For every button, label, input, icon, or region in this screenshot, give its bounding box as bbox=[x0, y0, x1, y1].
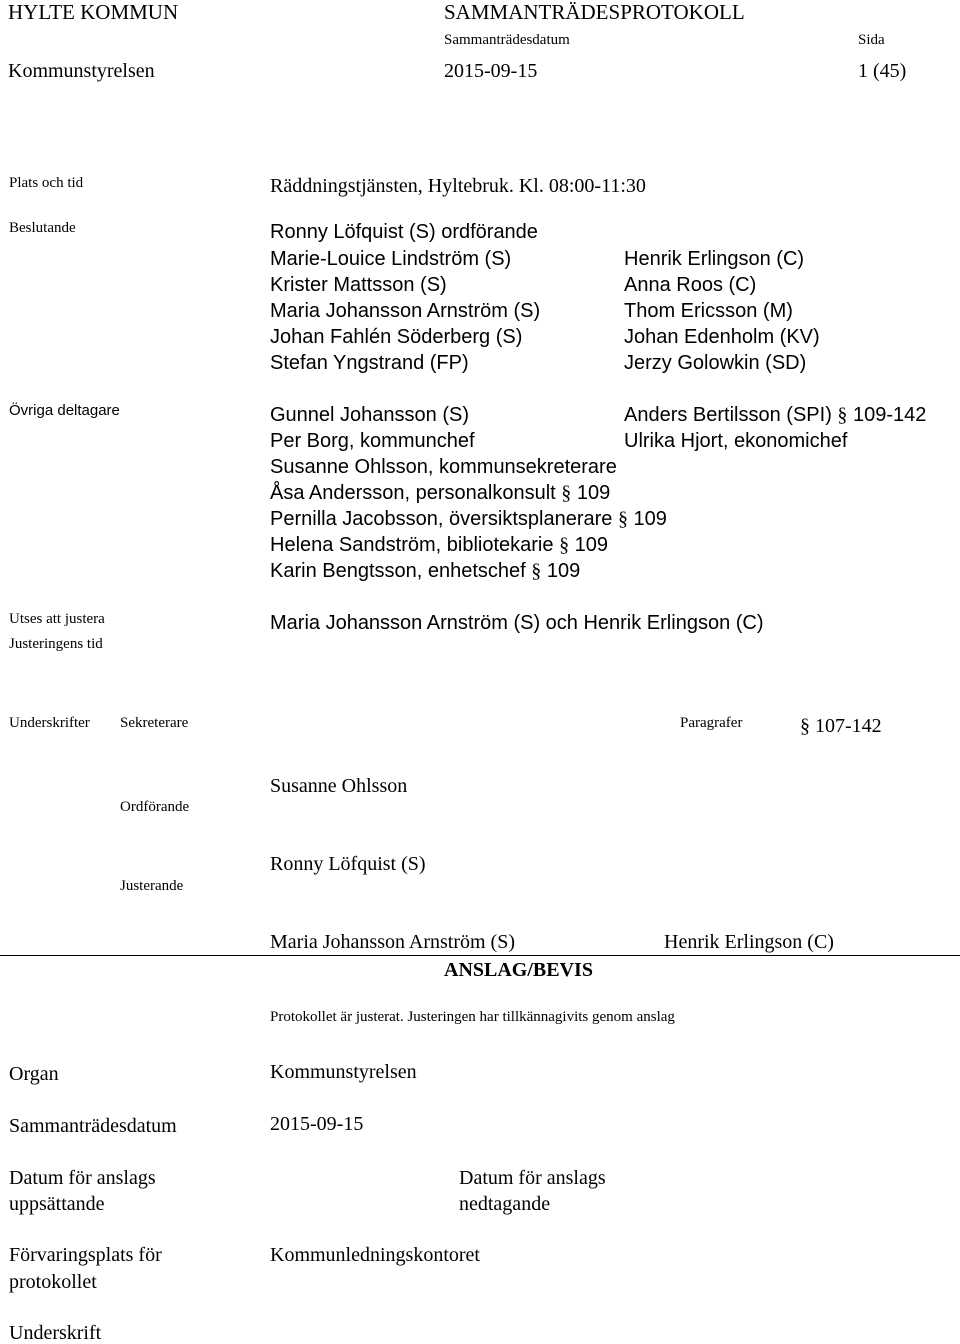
member-right: Jerzy Golowkin (SD) bbox=[624, 352, 807, 374]
member-left: Krister Mattsson (S) bbox=[270, 274, 447, 296]
participant bbox=[624, 405, 926, 425]
member-right: Henrik Erlingson (C) bbox=[624, 248, 805, 270]
section-icon: § bbox=[837, 404, 848, 426]
storage-value: Kommunledningskontoret bbox=[270, 1244, 480, 1266]
removed-date-label: Datum för anslags bbox=[459, 1167, 606, 1189]
storage-label-2: protokollet bbox=[9, 1271, 97, 1293]
member-right: Anna Roos (C) bbox=[624, 274, 757, 296]
secretary-name: Susanne Ohlsson bbox=[270, 775, 408, 797]
participant-name: Pernilla Jacobsson, översiktsplanerare bbox=[270, 508, 613, 530]
section-icon: § bbox=[617, 508, 628, 530]
participant bbox=[270, 561, 580, 581]
paragraphs-value bbox=[800, 716, 882, 736]
adjuster-label: Utses att justera bbox=[9, 611, 105, 627]
section-icon: § bbox=[531, 560, 542, 582]
section-icon: § bbox=[559, 534, 570, 556]
paragraph-number: 109 bbox=[546, 560, 581, 582]
meeting-date: 2015-09-15 bbox=[444, 60, 538, 82]
organ-label: Organ bbox=[9, 1063, 59, 1085]
divider bbox=[0, 955, 960, 956]
participant: Susanne Ohlsson, kommunsekreterare bbox=[270, 456, 617, 478]
member-right: Thom Ericsson (M) bbox=[624, 300, 793, 322]
adjuster-signature-label: Justerande bbox=[120, 878, 184, 894]
signature-label: Underskrift bbox=[9, 1322, 102, 1344]
member-right: Johan Edenholm (KV) bbox=[624, 326, 820, 348]
participant: Ulrika Hjort, ekonomichef bbox=[624, 430, 848, 452]
participant-name: Anders Bertilsson (SPI) bbox=[624, 404, 832, 426]
chair-member: Ronny Löfquist (S) ordförande bbox=[270, 221, 538, 243]
chair-name: Ronny Löfquist (S) bbox=[270, 853, 426, 875]
committee-name: Kommunstyrelsen bbox=[8, 60, 155, 82]
notice-statement: Protokollet är justerat. Justeringen har tillkännagivits genom anslag bbox=[270, 1009, 675, 1025]
organ-value: Kommunstyrelsen bbox=[270, 1061, 417, 1083]
paragraph-range: 109-142 bbox=[852, 404, 927, 426]
section-icon: § bbox=[800, 715, 810, 737]
participant: Per Borg, kommunchef bbox=[270, 430, 475, 452]
notice-date-value: 2015-09-15 bbox=[270, 1113, 364, 1135]
participant: Gunnel Johansson (S) bbox=[270, 404, 470, 426]
paragraph-number: 109 bbox=[633, 508, 667, 530]
participant bbox=[270, 509, 667, 529]
page-number: 1 (45) bbox=[858, 60, 907, 82]
participant bbox=[270, 483, 610, 503]
other-participants-label: Övriga deltagare bbox=[9, 402, 120, 419]
secretary-label: Sekreterare bbox=[120, 715, 189, 731]
member-left: Marie-Louice Lindström (S) bbox=[270, 248, 512, 270]
place-label: Plats och tid bbox=[9, 175, 84, 191]
member-left: Stefan Yngstrand (FP) bbox=[270, 352, 469, 374]
paragraph-range: 107-142 bbox=[815, 715, 882, 737]
notice-title: ANSLAG/BEVIS bbox=[444, 959, 593, 981]
municipality-name: HYLTE KOMMUN bbox=[8, 0, 179, 24]
participant-name: Åsa Andersson, personalkonsult bbox=[270, 482, 556, 504]
page-label: Sida bbox=[858, 32, 885, 48]
signatures-label: Underskrifter bbox=[9, 715, 90, 731]
participant-name: Karin Bengtsson, enhetschef bbox=[270, 560, 526, 582]
member-left: Maria Johansson Arnström (S) bbox=[270, 300, 541, 322]
paragraph-number: 109 bbox=[574, 534, 608, 556]
meeting-date-label: Sammanträdesdatum bbox=[444, 32, 570, 48]
participant bbox=[270, 535, 608, 555]
member-left: Johan Fahlén Söderberg (S) bbox=[270, 326, 523, 348]
section-icon: § bbox=[561, 482, 572, 504]
participant-name: Helena Sandström, bibliotekarie bbox=[270, 534, 554, 556]
document-type: SAMMANTRÄDESPROTOKOLL bbox=[444, 0, 745, 24]
decision-makers-label: Beslutande bbox=[9, 220, 76, 236]
storage-label: Förvaringsplats för bbox=[9, 1244, 162, 1266]
place-value: Räddningstjänsten, Hyltebruk. Kl. 08:00-11:30 bbox=[270, 175, 646, 197]
chair-label: Ordförande bbox=[120, 799, 190, 815]
notice-date-label: Sammanträdesdatum bbox=[9, 1115, 177, 1137]
paragraphs-label: Paragrafer bbox=[680, 715, 743, 731]
adjuster-name: Maria Johansson Arnström (S) bbox=[270, 931, 515, 953]
posted-date-label-2: uppsättande bbox=[9, 1193, 105, 1215]
adjustment-time-label: Justeringens tid bbox=[9, 636, 103, 652]
removed-date-label-2: nedtagande bbox=[459, 1193, 551, 1215]
adjusters-value: Maria Johansson Arnström (S) och Henrik Erlingson (C) bbox=[270, 612, 764, 634]
paragraph-number: 109 bbox=[576, 482, 611, 504]
adjuster-name: Henrik Erlingson (C) bbox=[664, 931, 834, 953]
posted-date-label: Datum för anslags bbox=[9, 1167, 156, 1189]
